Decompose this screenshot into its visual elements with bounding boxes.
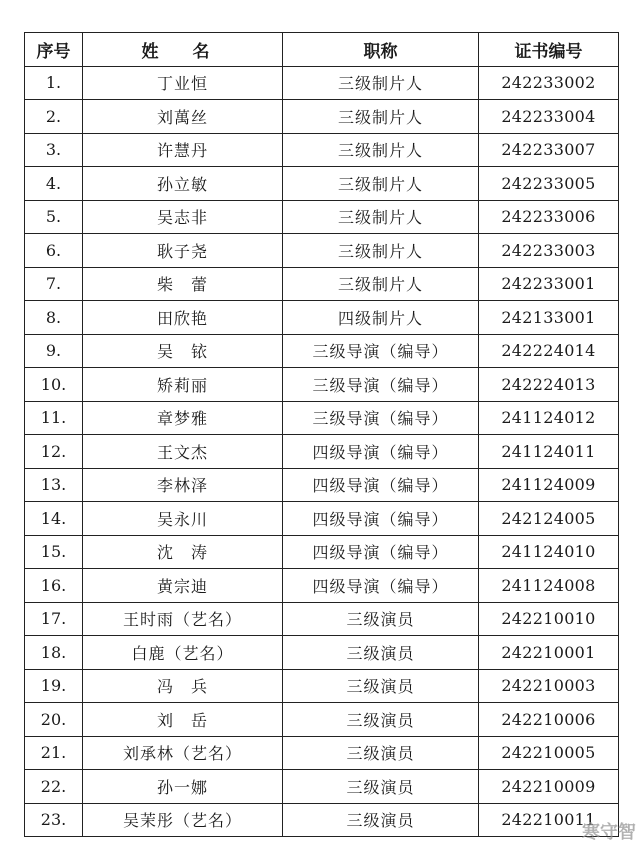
- person-name: 丁业恒: [83, 66, 283, 100]
- header-no: 序号: [25, 33, 83, 67]
- certificate-number: 241124011: [479, 435, 619, 469]
- watermark: 寒守智: [582, 822, 636, 843]
- person-name: 吴志非: [83, 200, 283, 234]
- certificate-number: 242233005: [479, 167, 619, 201]
- table-row: [25, 602, 619, 636]
- certificate-number: 242124005: [479, 502, 619, 536]
- table-row: [25, 200, 619, 234]
- certificate-number: 242233002: [479, 66, 619, 100]
- table-row: [25, 435, 619, 469]
- table-row: [25, 368, 619, 402]
- table-row: [25, 334, 619, 368]
- table-row: [25, 803, 619, 837]
- certificate-number: 242210009: [479, 770, 619, 804]
- row-number: 22.: [25, 770, 83, 804]
- certificate-number: 242210006: [479, 703, 619, 737]
- job-title: 三级导演（编导）: [283, 334, 479, 368]
- certificate-number: 242224013: [479, 368, 619, 402]
- table-row: [25, 167, 619, 201]
- job-title: 三级演员: [283, 703, 479, 737]
- job-title: 三级制片人: [283, 133, 479, 167]
- row-number: 5.: [25, 200, 83, 234]
- row-number: 2.: [25, 100, 83, 134]
- person-name: 矫莉丽: [83, 368, 283, 402]
- job-title: 四级导演（编导）: [283, 435, 479, 469]
- row-number: 13.: [25, 468, 83, 502]
- person-name: 冯 兵: [83, 669, 283, 703]
- certificate-number: 241124012: [479, 401, 619, 435]
- person-name: 刘承林（艺名）: [83, 736, 283, 770]
- table-row: [25, 636, 619, 670]
- table-row: [25, 669, 619, 703]
- table-row: [25, 703, 619, 737]
- job-title: 四级导演（编导）: [283, 502, 479, 536]
- row-number: 1.: [25, 66, 83, 100]
- person-name: 刘 岳: [83, 703, 283, 737]
- person-name: 柴 蕾: [83, 267, 283, 301]
- job-title: 三级演员: [283, 736, 479, 770]
- header-title: 职称: [283, 33, 479, 67]
- person-name: 田欣艳: [83, 301, 283, 335]
- job-title: 三级演员: [283, 803, 479, 837]
- person-name: 吴永川: [83, 502, 283, 536]
- row-number: 18.: [25, 636, 83, 670]
- job-title: 三级制片人: [283, 267, 479, 301]
- job-title: 三级制片人: [283, 200, 479, 234]
- certificate-number: 242233007: [479, 133, 619, 167]
- header-row: [25, 33, 619, 67]
- table-row: [25, 569, 619, 603]
- certificate-number: 242233006: [479, 200, 619, 234]
- row-number: 15.: [25, 535, 83, 569]
- row-number: 19.: [25, 669, 83, 703]
- job-title: 三级导演（编导）: [283, 368, 479, 402]
- person-name: 章梦雅: [83, 401, 283, 435]
- table-row: [25, 770, 619, 804]
- certificate-number: 242233004: [479, 100, 619, 134]
- certificate-number: 242233001: [479, 267, 619, 301]
- certificate-number: 242224014: [479, 334, 619, 368]
- row-number: 3.: [25, 133, 83, 167]
- certificate-number: 241124010: [479, 535, 619, 569]
- certificate-number: 241124009: [479, 468, 619, 502]
- person-name: 黄宗迪: [83, 569, 283, 603]
- certificate-number: 242133001: [479, 301, 619, 335]
- job-title: 三级制片人: [283, 234, 479, 268]
- table-row: [25, 234, 619, 268]
- certificate-number: 242233003: [479, 234, 619, 268]
- person-name: 吴茉彤（艺名）: [83, 803, 283, 837]
- row-number: 12.: [25, 435, 83, 469]
- job-title: 三级演员: [283, 636, 479, 670]
- row-number: 23.: [25, 803, 83, 837]
- table-row: [25, 502, 619, 536]
- table-row: [25, 736, 619, 770]
- header-name: 姓 名: [83, 33, 283, 67]
- table-row: [25, 133, 619, 167]
- row-number: 20.: [25, 703, 83, 737]
- row-number: 14.: [25, 502, 83, 536]
- person-name: 王时雨（艺名）: [83, 602, 283, 636]
- certificate-number: 242210010: [479, 602, 619, 636]
- certificate-table: [24, 32, 619, 837]
- person-name: 李林泽: [83, 468, 283, 502]
- person-name: 刘萬丝: [83, 100, 283, 134]
- table-row: [25, 301, 619, 335]
- table-row: [25, 535, 619, 569]
- job-title: 三级演员: [283, 669, 479, 703]
- person-name: 王文杰: [83, 435, 283, 469]
- person-name: 吴 铱: [83, 334, 283, 368]
- certificate-number: 242210001: [479, 636, 619, 670]
- person-name: 许慧丹: [83, 133, 283, 167]
- job-title: 三级制片人: [283, 167, 479, 201]
- job-title: 三级演员: [283, 770, 479, 804]
- person-name: 白鹿（艺名）: [83, 636, 283, 670]
- row-number: 21.: [25, 736, 83, 770]
- table-row: [25, 401, 619, 435]
- row-number: 11.: [25, 401, 83, 435]
- row-number: 17.: [25, 602, 83, 636]
- job-title: 四级导演（编导）: [283, 535, 479, 569]
- person-name: 耿子尧: [83, 234, 283, 268]
- job-title: 四级制片人: [283, 301, 479, 335]
- row-number: 16.: [25, 569, 83, 603]
- person-name: 孙立敏: [83, 167, 283, 201]
- job-title: 三级制片人: [283, 100, 479, 134]
- job-title: 四级导演（编导）: [283, 468, 479, 502]
- certificate-number: 242210005: [479, 736, 619, 770]
- table-row: [25, 66, 619, 100]
- row-number: 6.: [25, 234, 83, 268]
- job-title: 三级导演（编导）: [283, 401, 479, 435]
- job-title: 三级制片人: [283, 66, 479, 100]
- certificate-number: 242210011: [479, 803, 619, 837]
- certificate-number: 242210003: [479, 669, 619, 703]
- job-title: 四级导演（编导）: [283, 569, 479, 603]
- row-number: 10.: [25, 368, 83, 402]
- table-row: [25, 267, 619, 301]
- person-name: 沈 涛: [83, 535, 283, 569]
- row-number: 7.: [25, 267, 83, 301]
- table-row: [25, 468, 619, 502]
- job-title: 三级演员: [283, 602, 479, 636]
- header-cert: 证书编号: [479, 33, 619, 67]
- row-number: 4.: [25, 167, 83, 201]
- person-name: 孙一娜: [83, 770, 283, 804]
- certificate-number: 241124008: [479, 569, 619, 603]
- table-row: [25, 100, 619, 134]
- row-number: 8.: [25, 301, 83, 335]
- row-number: 9.: [25, 334, 83, 368]
